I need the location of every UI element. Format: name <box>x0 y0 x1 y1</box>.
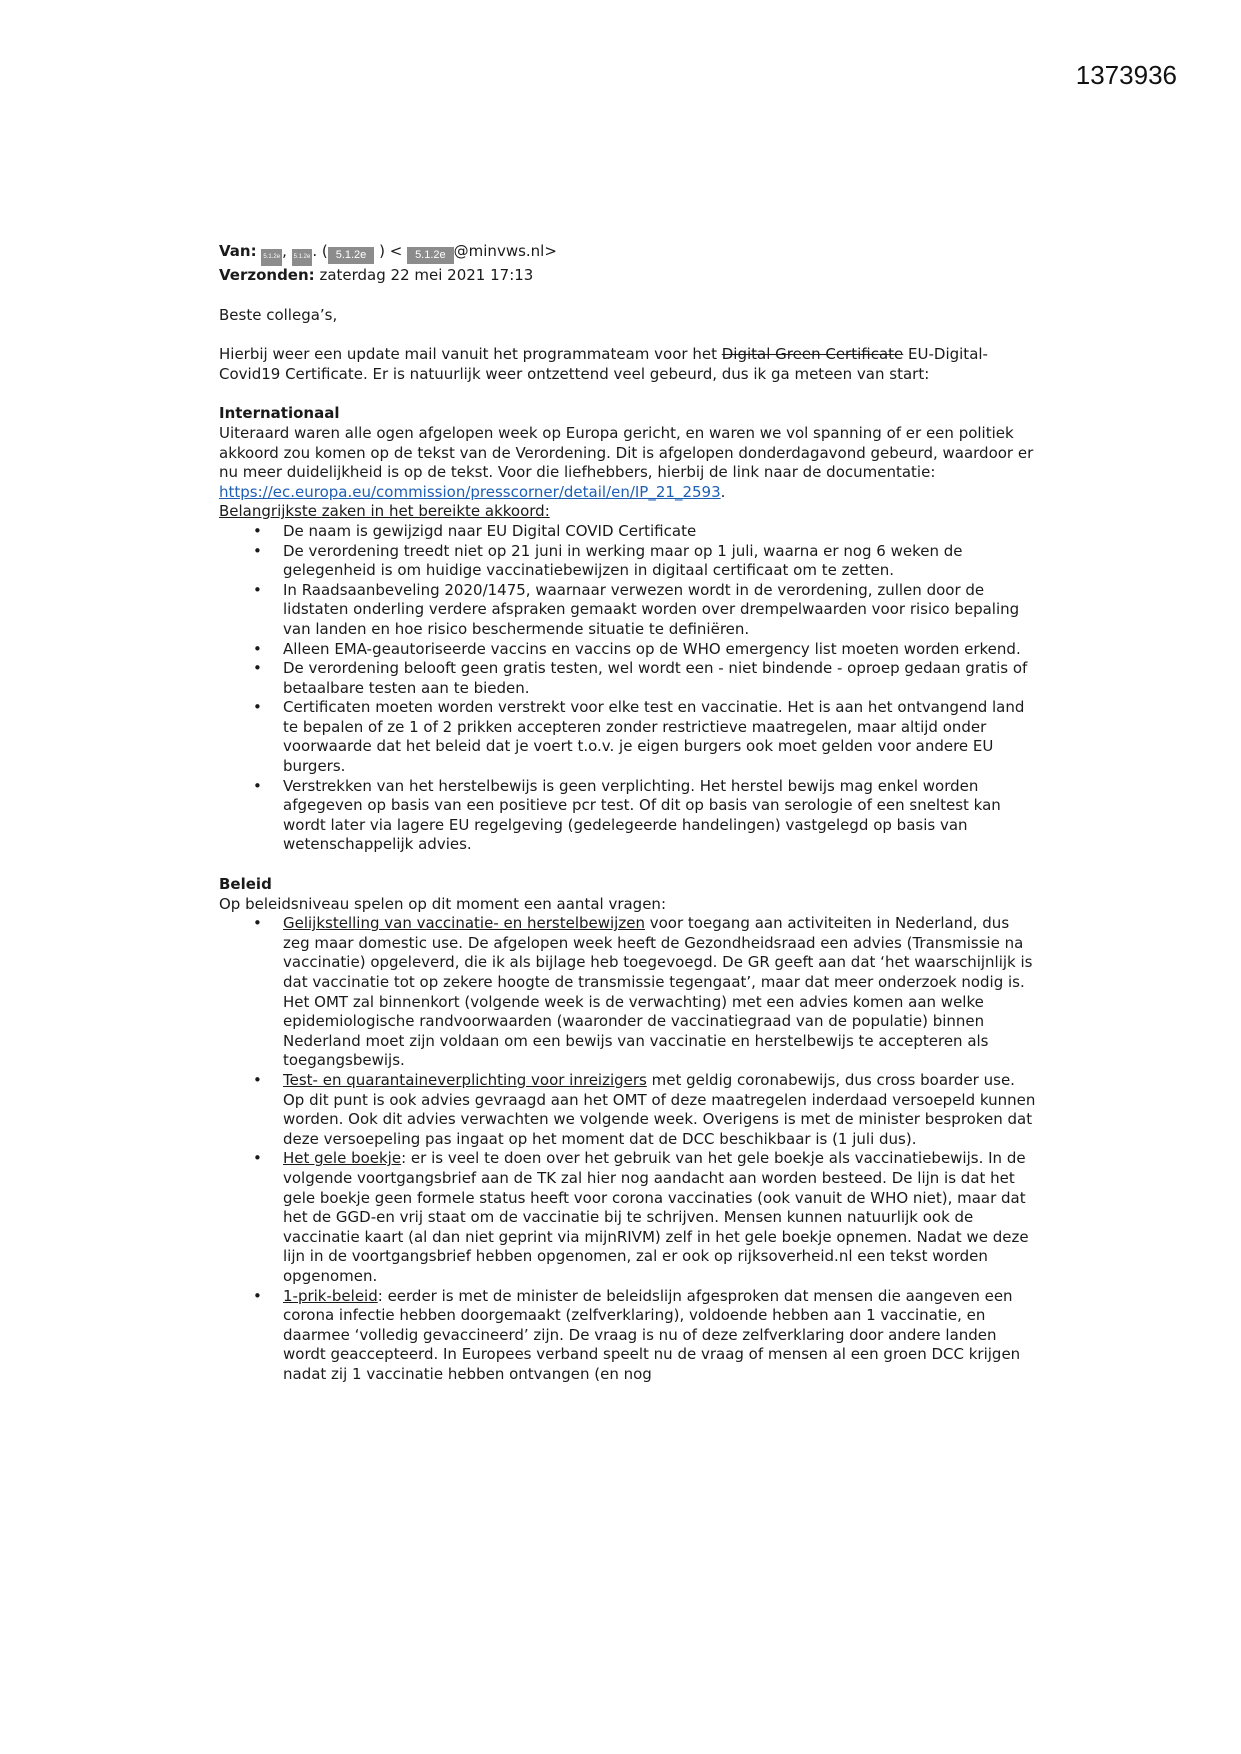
list-item: • Alleen EMA-geautoriseerde vaccins en vaccins op de WHO emergency list moeten worden erkend. <box>219 640 1039 660</box>
sent-value: zaterdag 22 mei 2021 17:13 <box>319 266 534 284</box>
document-id: 1373936 <box>1075 60 1177 90</box>
email-domain: @minvws.nl> <box>453 242 557 260</box>
email-body <box>219 242 1039 1384</box>
list-item-text: voor toegang aan activiteiten in Nederland, dus zeg maar domestic use. De afgelopen week heeft de Gezondheidsraad een advies (Transmissie na vaccinatie) opgeleverd, die ik als bijlage heb toegevoegd. De GR geeft aan dat ‘het waarschijnlijk is dat vaccinatie tot op zekere hoogte de transmissie tegengaat’, maar dat meer onderzoek nodig is. Het OMT zal binnenkort (volgende week is de verwachting) met een advies komen aan welke epidemiologische randvoorwaarden (waaronder de vaccinatiegraad van de populatie) binnen Nederland moet zijn voldaan om een bewijs van vaccinatie en herstelbewijs te accepteren als toegangsbewijs. <box>283 914 1033 1070</box>
beleid-list <box>219 914 1039 1384</box>
list-item: • De verordening belooft geen gratis testen, wel wordt een - niet bindende - oproep gedaan gratis of betaalbare testen aan te bieden. <box>219 659 1039 698</box>
intro-after: EU-Digital-Covid19 Certificate. Er is natuurlijk weer ontzettend veel gebeurd, dus ik ga meteen van start: <box>219 345 988 383</box>
struck-text: Digital Green Certificate <box>721 345 904 364</box>
documentation-link[interactable]: https://ec.europa.eu/commission/presscorner/detail/en/IP_21_2593 <box>219 482 721 501</box>
list-item-term: 1-prik-beleid <box>283 1286 378 1305</box>
list-item <box>219 1071 1039 1149</box>
redaction-block: 5.1.2e <box>407 247 454 264</box>
list-item-term: Gelijkstelling van vaccinatie- en herstelbewijzen <box>283 914 645 933</box>
period: . <box>720 482 726 501</box>
akkoord-list <box>219 522 1039 855</box>
list-item: • De verordening treedt niet op 21 juni in werking maar op 1 juli, waarna er nog 6 weken de gelegenheid is om huidige vaccinatiebewijzen in digitaal certificaat om te zetten. <box>219 542 1039 581</box>
separator: , <box>282 242 287 260</box>
section-heading-internationaal: Internationaal <box>219 404 340 423</box>
greeting: Beste collega’s, <box>219 305 338 324</box>
internationaal-text: Uiteraard waren alle ogen afgelopen week op Europa gericht, en waren we vol spanning of er een politiek akkoord zou komen op de tekst van de Verordening. Dit is afgelopen donderdagavond gebeurd, waardoor er nu meer duidelijkheid is op de tekst. Voor die liefhebbers, hierbij de link naar de documentatie: <box>219 423 1034 482</box>
list-item: • De naam is gewijzigd naar EU Digital COVID Certificate <box>219 522 1039 542</box>
intro-before: Hierbij weer een update mail vanuit het programmateam voor het <box>219 345 722 364</box>
list-item: • Certificaten moeten worden verstrekt voor elke test en vaccinatie. Het is aan het ontvangend land te bepalen of ze 1 of 2 prikken accepteren zonder restrictieve maatregelen, maar altijd onder voorwaarde dat het beleid dat je voert t.o.v. je eigen burgers ook moet gelden voor andere EU burgers. <box>219 698 1039 776</box>
intro-paragraph <box>219 345 1039 384</box>
sent-label: Verzonden: <box>219 266 315 284</box>
section-heading-beleid: Beleid <box>219 875 272 894</box>
list-item-text: met geldig coronabewijs, dus cross boarder use. Op dit punt is ook advies gevraagd aan het OMT of deze maatregelen inderdaad versoepeld kunnen worden. Ook dit advies verwachten we volgende week. Overigens is met de minister besproken dat deze versoepeling pas ingaat op het moment dat de DCC beschikbaar is (1 juli dus). <box>283 1070 1036 1148</box>
redaction-block: 5.1.2e <box>328 247 375 264</box>
list-item <box>219 1287 1039 1385</box>
list-item: • Verstrekken van het herstelbewijs is geen verplichting. Het herstel bewijs mag enkel worden afgegeven op basis van een positieve pcr test. Of dit op basis van serologie of een sneltest kan wordt later via lagere EU regelgeving (gedelegeerde handelingen) vastgelegd op basis van wetenschappelijk advies. <box>219 777 1039 855</box>
list-item: • In Raadsaanbeveling 2020/1475, waarnaar verwezen wordt in de verordening, zullen door de lidstaten onderling verdere afspraken gemaakt worden over drempelwaarden voor risico bepaling van landen en hoe risico beschermende situatie te definiëren. <box>219 581 1039 640</box>
list-item-term: Test- en quarantaineverplichting voor inreizigers <box>283 1070 647 1089</box>
separator: ) < <box>379 242 403 260</box>
redaction-block: 5.1.2e <box>292 249 313 266</box>
list-item-text: : er is veel te doen over het gebruik van het gele boekje als vaccinatiebewijs. In de volgende voortgangsbrief aan de TK zal hier nog aandacht aan worden besteed. De lijn is dat het gele boekje geen formele status heeft voor corona vaccinaties (ook vanuit de WHO niet), maar dat het de GGD-en vrij staat om de vaccinatie bij te schrijven. Mensen kunnen natuurlijk ook de vaccinatie kaart (al dan niet geprint via mijnRIVM) zelf in het gele boekje opnemen. Nadat we deze lijn in de voortgangsbrief hebben opgenomen, zal er ook op rijksoverheid.nl een tekst worden opgenomen. <box>283 1149 1029 1285</box>
from-line <box>219 242 1039 266</box>
list-item-term: Het gele boekje <box>283 1149 402 1168</box>
beleid-intro: Op beleidsniveau spelen op dit moment een aantal vragen: <box>219 894 666 913</box>
sent-line <box>219 266 1039 286</box>
redaction-block: 5.1.2e <box>261 249 282 266</box>
list-item <box>219 914 1039 1071</box>
list-item-text: : eerder is met de minister de beleidslijn afgesproken dat mensen die aangeven een corona infectie hebben doorgemaakt (zelfverklaring), voldoende hebben aan 1 vaccinatie, en daarmee ‘volledig gevaccineerd’ zijn. De vraag is nu of deze zelfverklaring door andere landen wordt geaccepteerd. In Europees verband speelt nu de vraag of mensen al een groen DCC krijgen nadat zij 1 vaccinatie hebben ontvangen (en nog <box>283 1286 1021 1383</box>
from-label: Van: <box>219 242 257 260</box>
list-item <box>219 1149 1039 1286</box>
internationaal-paragraph <box>219 424 1039 502</box>
subheading-akkoord: Belangrijkste zaken in het bereikte akkoord: <box>219 502 550 521</box>
separator: . ( <box>312 242 328 260</box>
